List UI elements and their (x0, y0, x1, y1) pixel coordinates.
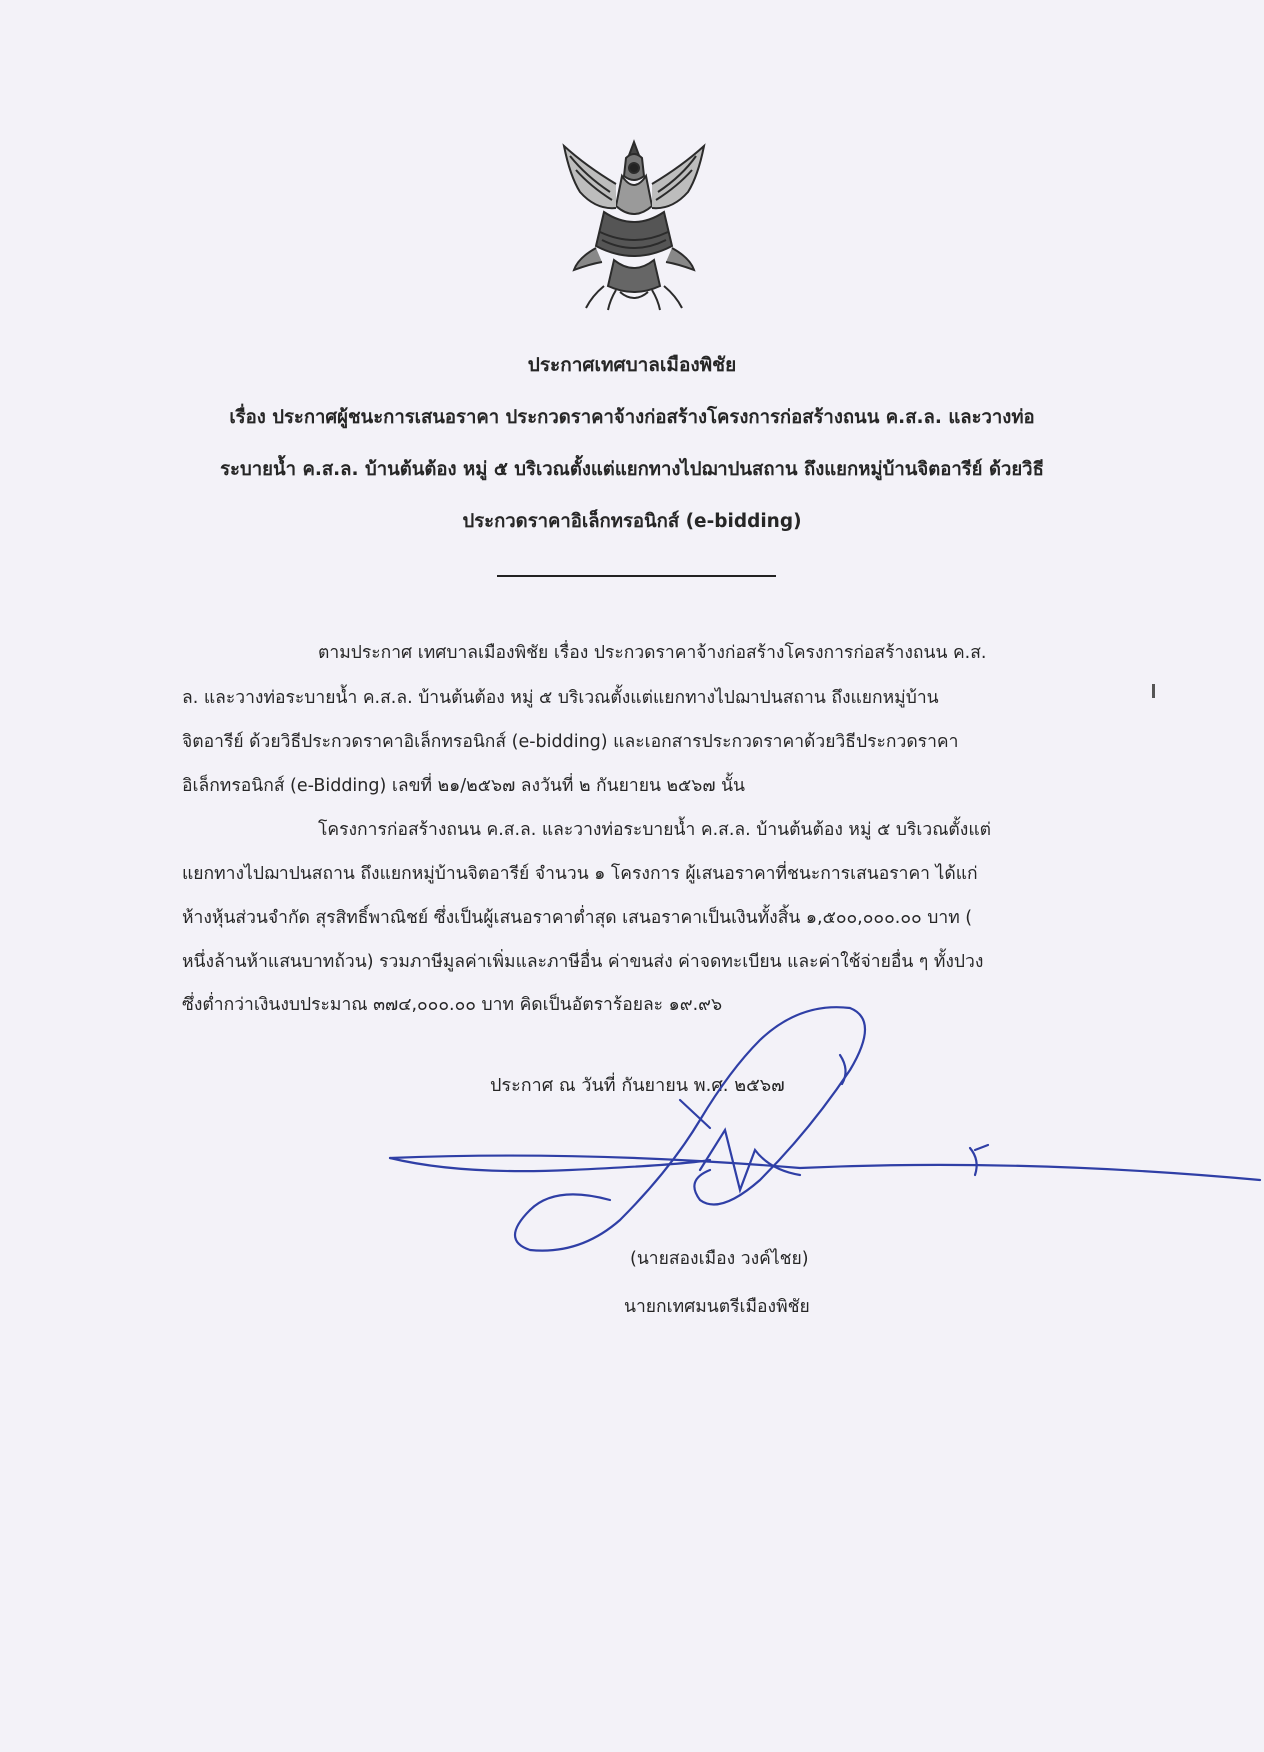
body-line: หนึ่งล้านห้าแสนบาทถ้วน) รวมภาษีมูลค่าเพิ่มและภาษีอื่น ค่าขนส่ง ค่าจดทะเบียน และค่าใช้จ่ายอื่น ๆ ทั้งปวง (182, 952, 984, 972)
subject-line: ประกวดราคาอิเล็กทรอนิกส์ (e-bidding) (462, 511, 802, 532)
body-line: ตามประกาศ เทศบาลเมืองพิชัย เรื่อง ประกวดราคาจ้างก่อสร้างโครงการก่อสร้างถนน ค.ส. (318, 643, 987, 663)
body-line: อิเล็กทรอนิกส์ (e-Bidding) เลขที่ ๒๑/๒๕๖๗ ลงวันที่ ๒ กันยายน ๒๕๖๗ นั้น (182, 776, 746, 796)
body-line: แยกทางไปฌาปนสถาน ถึงแยกหมู่บ้านจิตอารีย์ จำนวน ๑ โครงการ ผู้เสนอราคาที่ชนะการเสนอราคา ได้แก่ (182, 864, 978, 884)
body-line: จิตอารีย์ ด้วยวิธีประกวดราคาอิเล็กทรอนิกส์ (e-bidding) และเอกสารประกวดราคาด้วยวิธีประกวดราคา (182, 732, 959, 752)
body-line: ซึ่งต่ำกว่าเงินงบประมาณ ๓๗๔,๐๐๐.๐๐ บาท คิดเป็นอัตราร้อยละ ๑๙.๙๖ (182, 995, 723, 1015)
margin-mark (1152, 684, 1155, 698)
document-title: ประกาศเทศบาลเมืองพิชัย (527, 354, 737, 376)
subject-line: เรื่อง ประกาศผู้ชนะการเสนอราคา ประกวดราคาจ้างก่อสร้างโครงการก่อสร้างถนน ค.ส.ล. และวางท่อ (229, 407, 1035, 428)
document-subject (160, 392, 1104, 548)
announcement-date: ประกาศ ณ วันที่ กันยายน พ.ศ. ๒๕๖๗ (490, 1075, 785, 1096)
signer-name: (นายสองเมือง วงค์ไชย) (630, 1249, 809, 1269)
body-line: ห้างหุ้นส่วนจำกัด สุรสิทธิ์พาณิชย์ ซึ่งเป็นผู้เสนอราคาต่ำสุด เสนอราคาเป็นเงินทั้งสิ้น ๑,๕๐๐,๐๐๐.๐๐ บาท ( (182, 908, 973, 928)
signer-position: นายกเทศมนตรีเมืองพิชัย (624, 1297, 810, 1317)
garuda-emblem (556, 136, 712, 312)
body-line: ล. และวางท่อระบายน้ำ ค.ส.ล. บ้านต้นต้อง หมู่ ๕ บริเวณตั้งแต่แยกทางไปฌาปนสถาน ถึงแยกหมู่บ้าน (182, 688, 939, 708)
body-line: โครงการก่อสร้างถนน ค.ส.ล. และวางท่อระบายน้ำ ค.ส.ล. บ้านต้นต้อง หมู่ ๕ บริเวณตั้งแต่ (318, 820, 991, 840)
subject-line: ระบายน้ำ ค.ส.ล. บ้านต้นต้อง หมู่ ๕ บริเวณตั้งแต่แยกทางไปฌาปนสถาน ถึงแยกหมู่บ้านจิตอารีย์ ด้วยวิธี (220, 459, 1044, 480)
divider-line (497, 575, 776, 577)
handwritten-signature (380, 1000, 1264, 1260)
